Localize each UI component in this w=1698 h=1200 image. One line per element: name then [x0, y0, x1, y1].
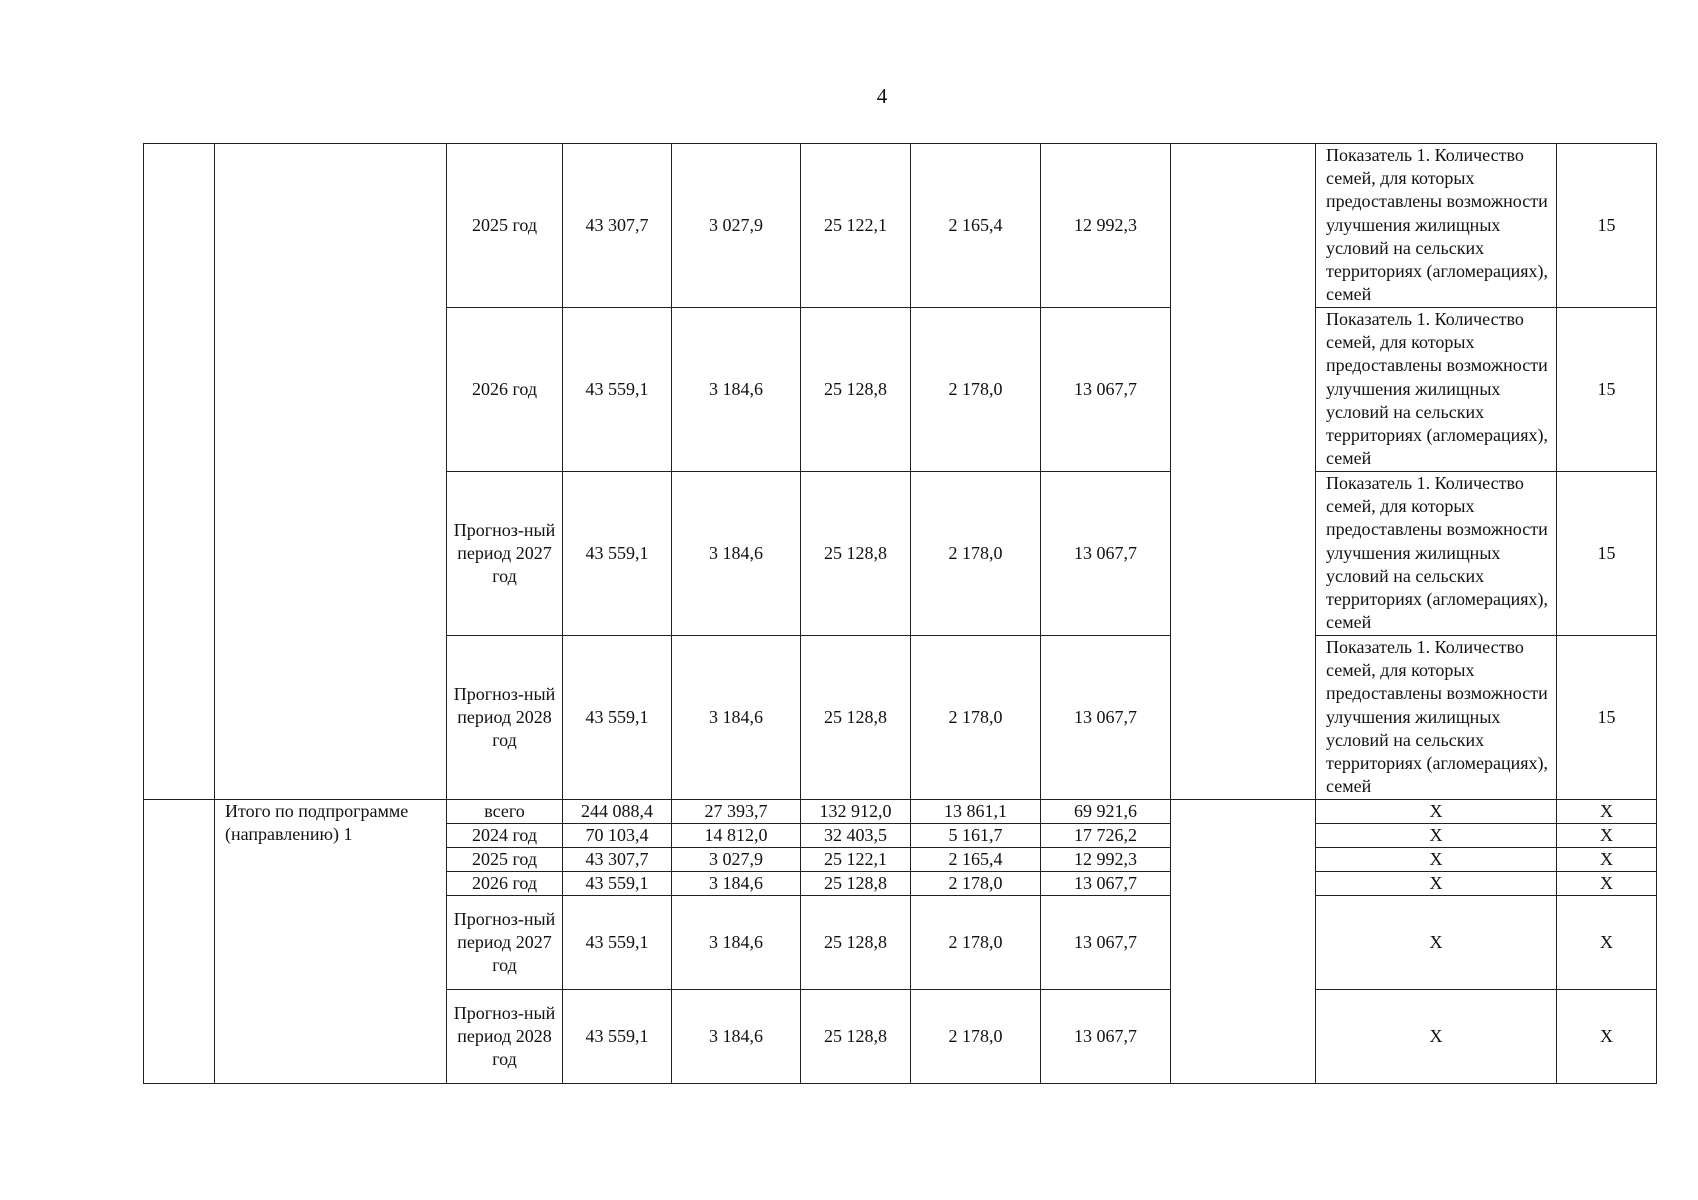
indicator-value-cell: 15 — [1557, 144, 1657, 308]
other-cell: 17 726,2 — [1041, 824, 1171, 848]
local-cell: 2 178,0 — [911, 472, 1041, 636]
subtotal-title: Итого по подпрограмме (направлению) 1 — [215, 800, 447, 1084]
total-cell: 43 559,1 — [563, 308, 672, 472]
total-cell: 43 559,1 — [563, 472, 672, 636]
other-cell: 13 067,7 — [1041, 896, 1171, 990]
other-cell: 69 921,6 — [1041, 800, 1171, 824]
period-cell: 2026 год — [447, 872, 563, 896]
indicator-value-cell: X — [1557, 800, 1657, 824]
period-cell: всего — [447, 800, 563, 824]
indicator-value-cell: 15 — [1557, 308, 1657, 472]
total-cell: 43 559,1 — [563, 872, 672, 896]
subtotal-row — [144, 800, 1657, 824]
total-cell: 43 307,7 — [563, 848, 672, 872]
total-cell: 43 559,1 — [563, 990, 672, 1084]
other-cell: 13 067,7 — [1041, 636, 1171, 800]
total-cell: 70 103,4 — [563, 824, 672, 848]
federal-cell: 3 184,6 — [672, 636, 801, 800]
other-cell: 12 992,3 — [1041, 848, 1171, 872]
indicator-value-cell: X — [1557, 872, 1657, 896]
other-cell: 13 067,7 — [1041, 990, 1171, 1084]
period-cell: Прогноз-ный период 2027 год — [447, 896, 563, 990]
federal-cell: 3 184,6 — [672, 872, 801, 896]
number-cell — [144, 800, 215, 1084]
indicator-cell: X — [1316, 990, 1557, 1084]
local-cell: 2 178,0 — [911, 896, 1041, 990]
period-cell: 2025 год — [447, 144, 563, 308]
federal-cell: 27 393,7 — [672, 800, 801, 824]
indicator-cell: Показатель 1. Количество семей, для которых предоставлены возможности улучшения жилищных условий на сельских территориях (агломерациях), семей — [1316, 472, 1557, 636]
period-cell: Прогноз-ный период 2028 год — [447, 990, 563, 1084]
regional-cell: 25 128,8 — [801, 990, 911, 1084]
executor-cell — [1171, 144, 1316, 800]
federal-cell: 3 184,6 — [672, 308, 801, 472]
indicator-cell: X — [1316, 872, 1557, 896]
other-cell: 13 067,7 — [1041, 872, 1171, 896]
total-cell: 43 559,1 — [563, 636, 672, 800]
total-cell: 43 559,1 — [563, 896, 672, 990]
indicator-value-cell: X — [1557, 896, 1657, 990]
federal-cell: 3 184,6 — [672, 990, 801, 1084]
period-cell: Прогноз-ный период 2028 год — [447, 636, 563, 800]
indicator-cell: Показатель 1. Количество семей, для которых предоставлены возможности улучшения жилищных условий на сельских территориях (агломерациях), семей — [1316, 636, 1557, 800]
regional-cell: 25 128,8 — [801, 472, 911, 636]
regional-cell: 25 122,1 — [801, 848, 911, 872]
regional-cell: 25 128,8 — [801, 308, 911, 472]
federal-cell: 3 027,9 — [672, 848, 801, 872]
indicator-value-cell: 15 — [1557, 636, 1657, 800]
indicator-value-cell: X — [1557, 848, 1657, 872]
local-cell: 2 178,0 — [911, 308, 1041, 472]
local-cell: 5 161,7 — [911, 824, 1041, 848]
regional-cell: 25 128,8 — [801, 896, 911, 990]
regional-cell: 25 122,1 — [801, 144, 911, 308]
regional-cell: 132 912,0 — [801, 800, 911, 824]
other-cell: 13 067,7 — [1041, 472, 1171, 636]
number-cell — [144, 144, 215, 800]
budget-table — [143, 143, 1657, 1084]
local-cell: 2 178,0 — [911, 636, 1041, 800]
total-cell: 43 307,7 — [563, 144, 672, 308]
indicator-cell: X — [1316, 848, 1557, 872]
local-cell: 2 178,0 — [911, 872, 1041, 896]
other-cell: 13 067,7 — [1041, 308, 1171, 472]
table-row — [144, 144, 1657, 308]
measure-name-cell — [215, 144, 447, 800]
local-cell: 2 165,4 — [911, 848, 1041, 872]
indicator-cell: Показатель 1. Количество семей, для которых предоставлены возможности улучшения жилищных условий на сельских территориях (агломерациях), семей — [1316, 144, 1557, 308]
regional-cell: 25 128,8 — [801, 636, 911, 800]
indicator-value-cell: 15 — [1557, 472, 1657, 636]
local-cell: 2 178,0 — [911, 990, 1041, 1084]
federal-cell: 3 027,9 — [672, 144, 801, 308]
indicator-value-cell: X — [1557, 990, 1657, 1084]
indicator-cell: X — [1316, 896, 1557, 990]
regional-cell: 25 128,8 — [801, 872, 911, 896]
period-cell: 2024 год — [447, 824, 563, 848]
local-cell: 13 861,1 — [911, 800, 1041, 824]
local-cell: 2 165,4 — [911, 144, 1041, 308]
indicator-value-cell: X — [1557, 824, 1657, 848]
federal-cell: 14 812,0 — [672, 824, 801, 848]
federal-cell: 3 184,6 — [672, 472, 801, 636]
federal-cell: 3 184,6 — [672, 896, 801, 990]
period-cell: Прогноз-ный период 2027 год — [447, 472, 563, 636]
indicator-cell: X — [1316, 800, 1557, 824]
indicator-cell: Показатель 1. Количество семей, для которых предоставлены возможности улучшения жилищных условий на сельских территориях (агломерациях), семей — [1316, 308, 1557, 472]
indicator-cell: X — [1316, 824, 1557, 848]
period-cell: 2025 год — [447, 848, 563, 872]
other-cell: 12 992,3 — [1041, 144, 1171, 308]
period-cell: 2026 год — [447, 308, 563, 472]
page-number: 4 — [876, 84, 888, 108]
total-cell: 244 088,4 — [563, 800, 672, 824]
executor-cell — [1171, 800, 1316, 1084]
regional-cell: 32 403,5 — [801, 824, 911, 848]
